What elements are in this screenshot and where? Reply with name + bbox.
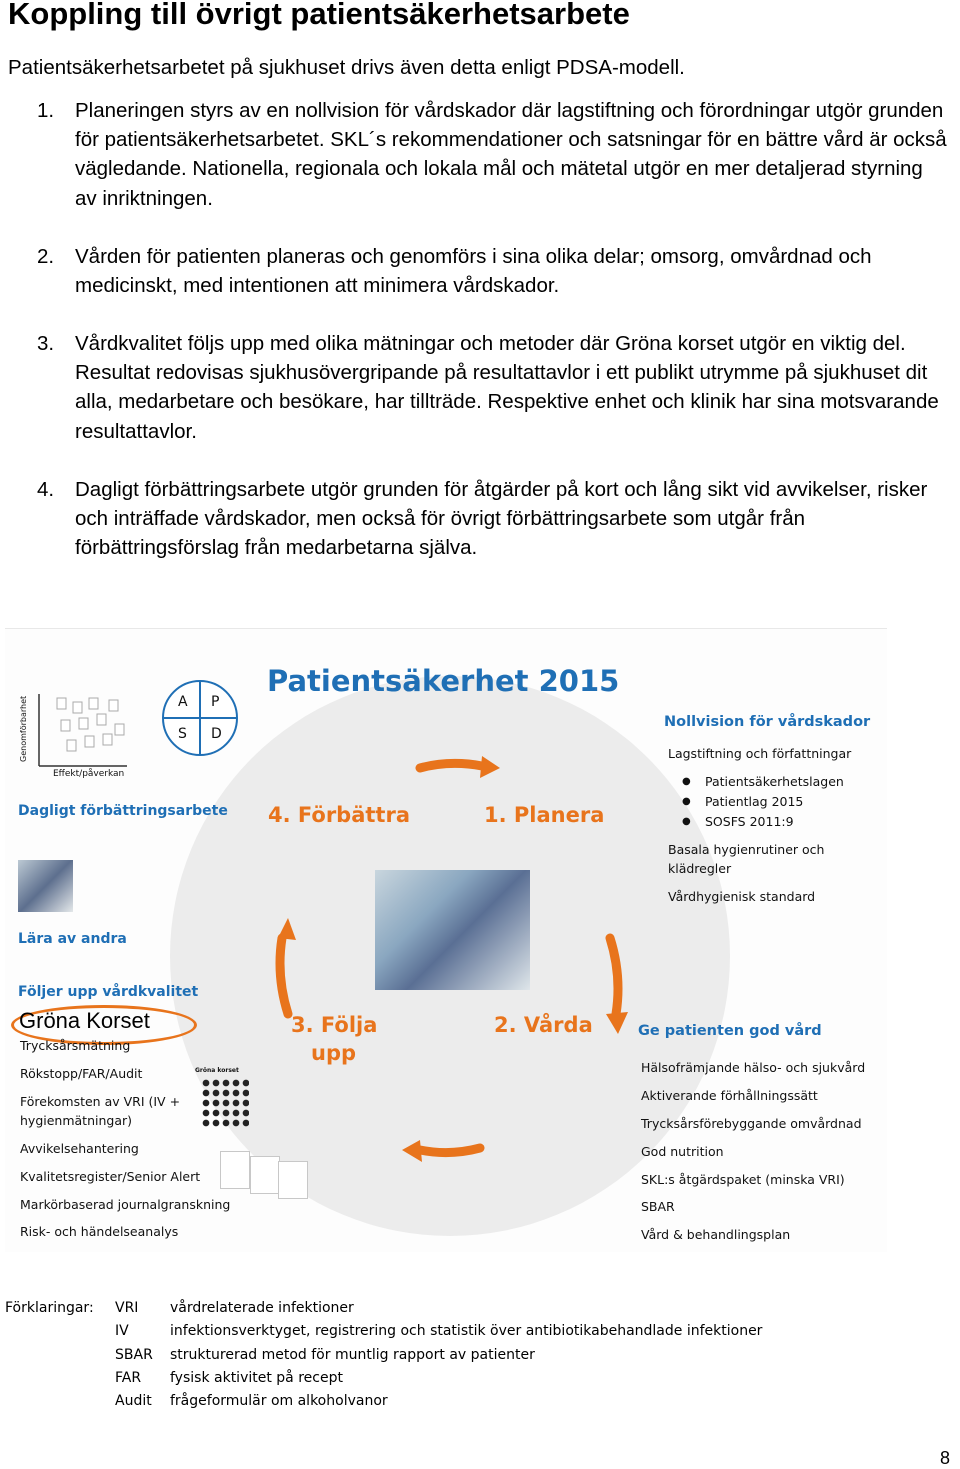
phase-improve: 4. Förbättra	[268, 803, 410, 827]
legend-abbr: VRI	[115, 1300, 139, 1316]
page-heading: Koppling till övrigt patientsäkerhetsarbete	[8, 0, 630, 31]
staff-photo	[18, 860, 73, 912]
legend-desc: frågeformulär om alkoholvanor	[170, 1393, 388, 1409]
list-text: Vårdkvalitet följs upp med olika mätningar och metoder där Gröna korset utgör en viktig del. Resultat redovisas sjukhusövergripande på resultattavlor i ett publikt utrymme på sjukhuset dit alla, medarbetare och besökare, har tillträde. Respektive enhet och klinik har sina motsvarande resultattavlor.	[75, 332, 939, 443]
care-list-item: Trycksårsförebyggande omvårdnad	[641, 1116, 862, 1131]
heading-follow-quality: Följer upp vårdkvalitet	[18, 984, 199, 1000]
left-list-item: Rökstopp/FAR/Audit	[20, 1066, 143, 1081]
grona-korset-chart-icon	[201, 1078, 249, 1128]
left-list-item: Trycksårsmätning	[20, 1038, 131, 1053]
pdsa-a: A	[178, 694, 188, 710]
intro-paragraph: Patientsäkerhetsarbetet på sjukhuset drivs även detta enligt PDSA-modell.	[8, 56, 685, 79]
legend-abbr: FAR	[115, 1370, 142, 1386]
list-number: 3.	[37, 332, 55, 355]
hygiene-line2: klädregler	[668, 861, 732, 876]
phase-plan: 1. Planera	[484, 803, 605, 827]
phase-care: 2. Vårda	[494, 1013, 593, 1037]
care-team-photo	[375, 870, 530, 990]
grona-korset-mini-title: Gröna korset	[195, 1067, 239, 1074]
legislation-label: Lagstiftning och författningar	[668, 746, 852, 761]
legend-abbr: Audit	[115, 1393, 152, 1409]
left-list-item: hygienmätningar)	[20, 1113, 133, 1128]
list-item	[37, 329, 947, 446]
left-list-item: Avvikelsehantering	[20, 1141, 139, 1156]
left-list-item: Markörbaserad journalgranskning	[20, 1197, 231, 1212]
left-list-item: Kvalitetsregister/Senior Alert	[20, 1169, 201, 1184]
pdsa-s: S	[178, 726, 187, 742]
document-icon	[278, 1161, 308, 1199]
arrow-bottom-icon	[420, 1148, 480, 1153]
heading-zero-vision: Nollvision för vårdskador	[664, 714, 871, 730]
legend-desc: fysisk aktivitet på recept	[170, 1370, 343, 1386]
arrow-left-icon	[280, 938, 288, 1014]
priority-matrix-icon	[19, 690, 129, 780]
grona-korset-label: Gröna Korset	[19, 1008, 150, 1033]
heading-good-care: Ge patienten god vård	[638, 1023, 822, 1039]
left-list-item: Förekomsten av VRI (IV +	[20, 1094, 181, 1109]
axis-y-label: Genomförbarhet	[19, 695, 28, 762]
list-item	[37, 242, 947, 300]
list-number: 1.	[37, 99, 55, 122]
legend-abbr: SBAR	[115, 1347, 153, 1363]
care-list-item: SKL:s åtgärdspaket (minska VRI)	[641, 1172, 845, 1187]
list-number: 2.	[37, 245, 55, 268]
bullet-item: ● Patientsäkerhetslagen	[705, 774, 844, 789]
list-text: Planeringen styrs av en nollvision för vårdskador där lagstiftning och förordningar utgör grunden för patientsäkerhetsarbetet. SKL´s rekommendationer och satsningar för en bättre vård är också vägledande. Nationella, regionala och lokala mål och mätetal utgör en mer detaljerad styrning av inriktningen.	[75, 99, 947, 210]
list-text: Dagligt förbättringsarbete utgör grunden för åtgärder på kort och lång sikt vid avvikelser, risker och inträffade vårdskador, men också för övrigt förbättringsarbete som utgår från förbättringsförslag från medarbetarna själva.	[75, 478, 928, 560]
phase-follow-up-line2: upp	[311, 1041, 357, 1065]
legend-desc: strukturerad metod för muntlig rapport av patienter	[170, 1347, 535, 1363]
legend-label: Förklaringar:	[5, 1300, 94, 1316]
arrow-right-icon	[610, 938, 618, 1014]
document-icon	[220, 1151, 250, 1189]
phase-follow-up-line1: 3. Följa	[291, 1013, 378, 1037]
care-list-item: Vård & behandlingsplan	[641, 1227, 791, 1242]
care-list-item: Aktiverande förhållningssätt	[641, 1088, 818, 1103]
bullet-item: ● Patientlag 2015	[705, 794, 803, 809]
hygiene-standard: Vårdhygienisk standard	[668, 889, 816, 904]
legend-desc: vårdrelaterade infektioner	[170, 1300, 354, 1316]
legend-desc: infektionsverktyget, registrering och statistik över antibiotikabehandlade infektioner	[170, 1323, 763, 1339]
page-number: 8	[940, 1448, 951, 1468]
infographic-title: Patientsäkerhet 2015	[267, 664, 620, 698]
arrow-top-icon	[420, 763, 482, 768]
list-number: 4.	[37, 478, 55, 501]
pdsa-d: D	[211, 726, 222, 742]
care-list-item: Hälsofrämjande hälso- och sjukvård	[641, 1060, 866, 1075]
heading-daily-improvement: Dagligt förbättringsarbete	[18, 803, 228, 819]
legend-abbr: IV	[115, 1323, 129, 1339]
pdsa-p: P	[211, 694, 220, 710]
heading-learn-from-others: Lära av andra	[18, 931, 127, 947]
hygiene-line1: Basala hygienrutiner och	[668, 842, 825, 857]
list-text: Vården för patienten planeras och genomförs i sina olika delar; omsorg, omvårdnad och medicinskt, med intentionen att minimera vårdskador.	[75, 245, 872, 298]
list-item	[37, 96, 947, 213]
document-icon	[250, 1156, 280, 1194]
axis-x-label: Effekt/påverkan	[53, 769, 125, 779]
left-list-item: Risk- och händelseanalys	[20, 1224, 179, 1239]
bullet-item: ● SOSFS 2011:9	[705, 814, 794, 829]
care-list-item: God nutrition	[641, 1144, 724, 1159]
list-item	[37, 475, 947, 563]
patient-safety-infographic	[5, 628, 887, 1252]
care-list-item: SBAR	[641, 1199, 675, 1214]
